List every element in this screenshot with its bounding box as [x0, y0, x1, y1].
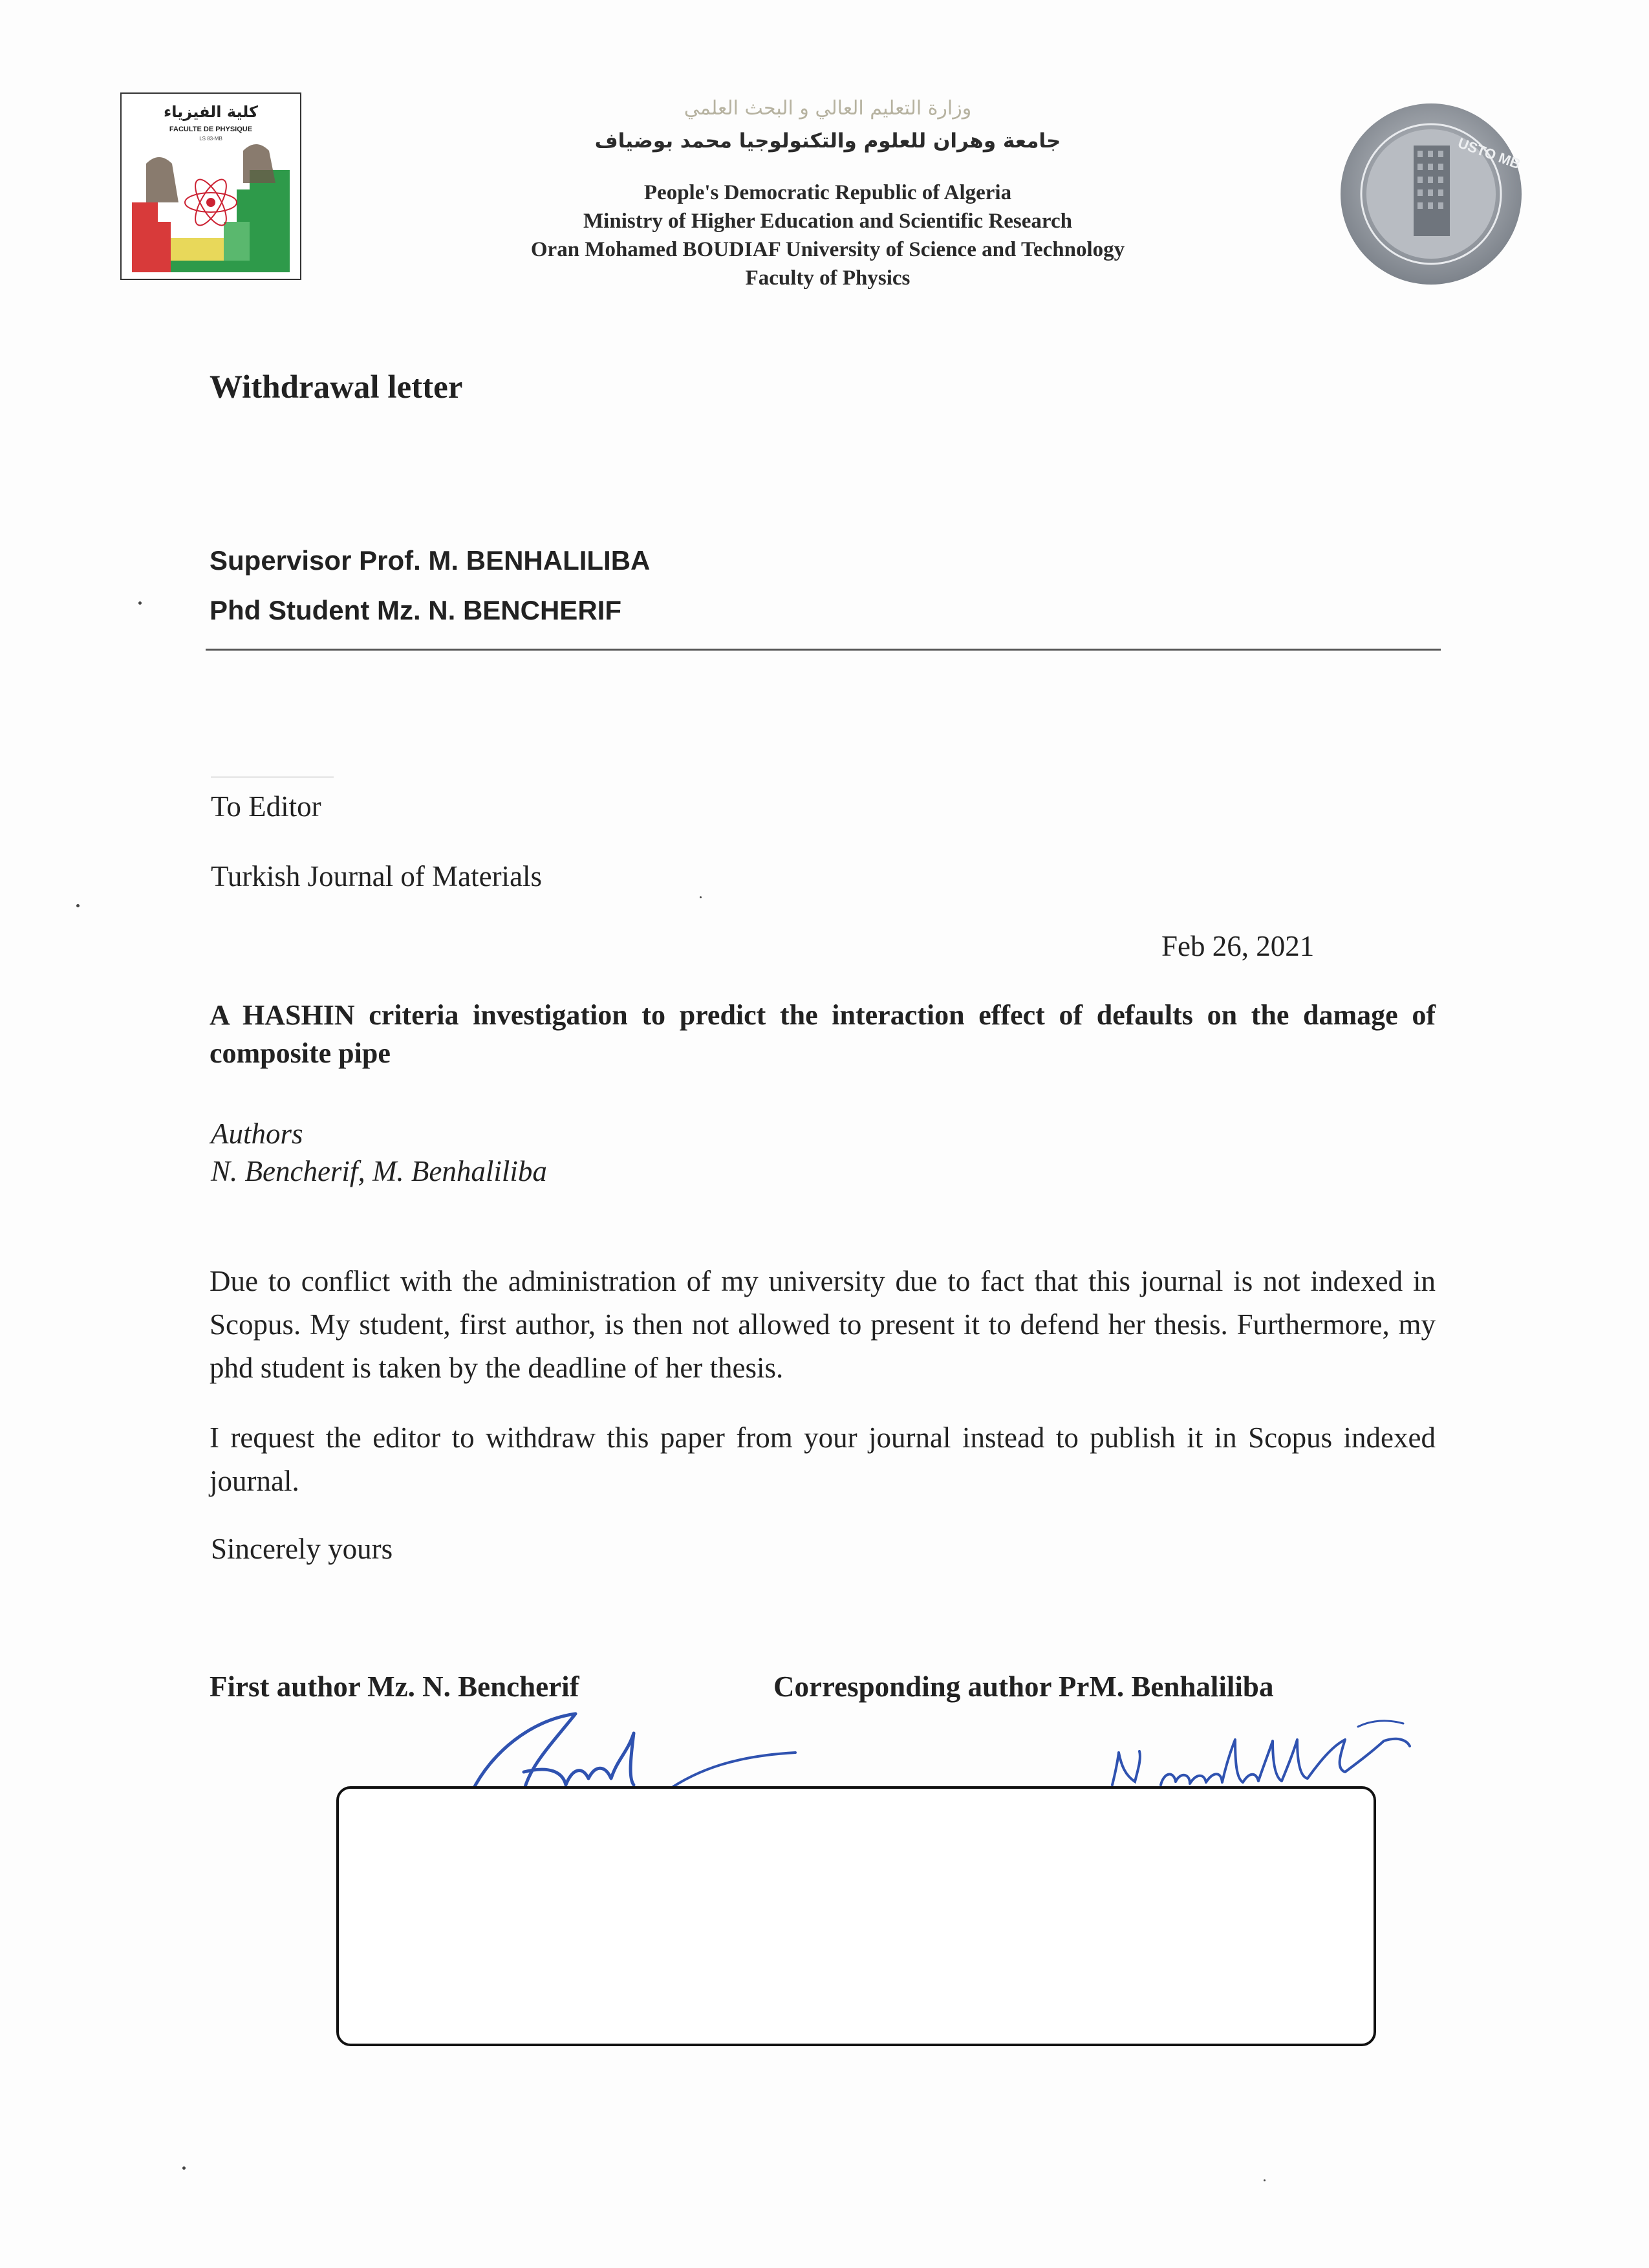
header-university: Oran Mohamed BOUDIAF University of Science and Technology: [530, 238, 1125, 261]
first-author-signature: [453, 1694, 815, 1798]
logo-code: LS 83-MB: [199, 136, 222, 142]
university-seal: [1337, 100, 1525, 288]
letter-title: Withdrawal letter: [210, 369, 463, 405]
letter-date: Feb 26, 2021: [1161, 930, 1315, 962]
arabic-ministry-name: وزارة التعليم العالي و البحث العلمي: [684, 97, 972, 120]
institution-header: [401, 178, 1255, 292]
scan-speck: [1264, 2179, 1266, 2181]
paper-title: A HASHIN criteria investigation to predict the interaction effect of defaults on the damage of composite pipe: [210, 999, 1436, 1069]
header-country: People's Democratic Republic of Algeria: [643, 181, 1012, 204]
faculty-logo: [120, 92, 301, 280]
seal-text: USTO MB: [1456, 135, 1523, 173]
closing-line: Sincerely yours: [211, 1533, 393, 1565]
body-paragraph-request: I request the editor to withdraw this paper from your journal instead to publish it in Scopus indexed journal.: [210, 1421, 1436, 1497]
header-ministry: Ministry of Higher Education and Scientific Research: [583, 210, 1072, 233]
scan-speck: [182, 2166, 186, 2170]
scan-speck: [700, 896, 702, 898]
logo-arabic-name: كلية الفيزياء: [164, 103, 258, 121]
logo-french-name: FACULTE DE PHYSIQUE: [169, 125, 253, 133]
authors-names: N. Bencherif, M. Benhaliliba: [211, 1155, 547, 1187]
scan-speck: [76, 904, 80, 907]
body-paragraph-reason: Due to conflict with the administration of my university due to fact that this journal is not indexed in Scopus. My student, first author, is then not allowed to present it to defend her thesis. Furthermore, my phd student is taken by the deadline of her thesis.: [210, 1265, 1436, 1384]
scan-speck: [138, 601, 142, 605]
corresponding-author-label: Corresponding author PrM. Benhaliliba: [773, 1670, 1274, 1703]
recipient-line: To Editor: [211, 790, 321, 823]
authors-label: Authors: [211, 1118, 303, 1150]
arabic-university-name: جامعة وهران للعلوم والتكنولوجيا محمد بوضياف: [594, 129, 1061, 153]
student-line: Phd Student Mz. N. BENCHERIF: [210, 595, 621, 625]
header-faculty: Faculty of Physics: [745, 266, 911, 290]
corresponding-author-signature: [1099, 1701, 1423, 1791]
journal-name: Turkish Journal of Materials: [211, 860, 543, 892]
redaction-box: [336, 1786, 1376, 2046]
header-divider: [206, 649, 1441, 651]
first-author-label: First author Mz. N. Bencherif: [210, 1670, 579, 1703]
supervisor-line: Supervisor Prof. M. BENHALILIBA: [210, 545, 651, 576]
